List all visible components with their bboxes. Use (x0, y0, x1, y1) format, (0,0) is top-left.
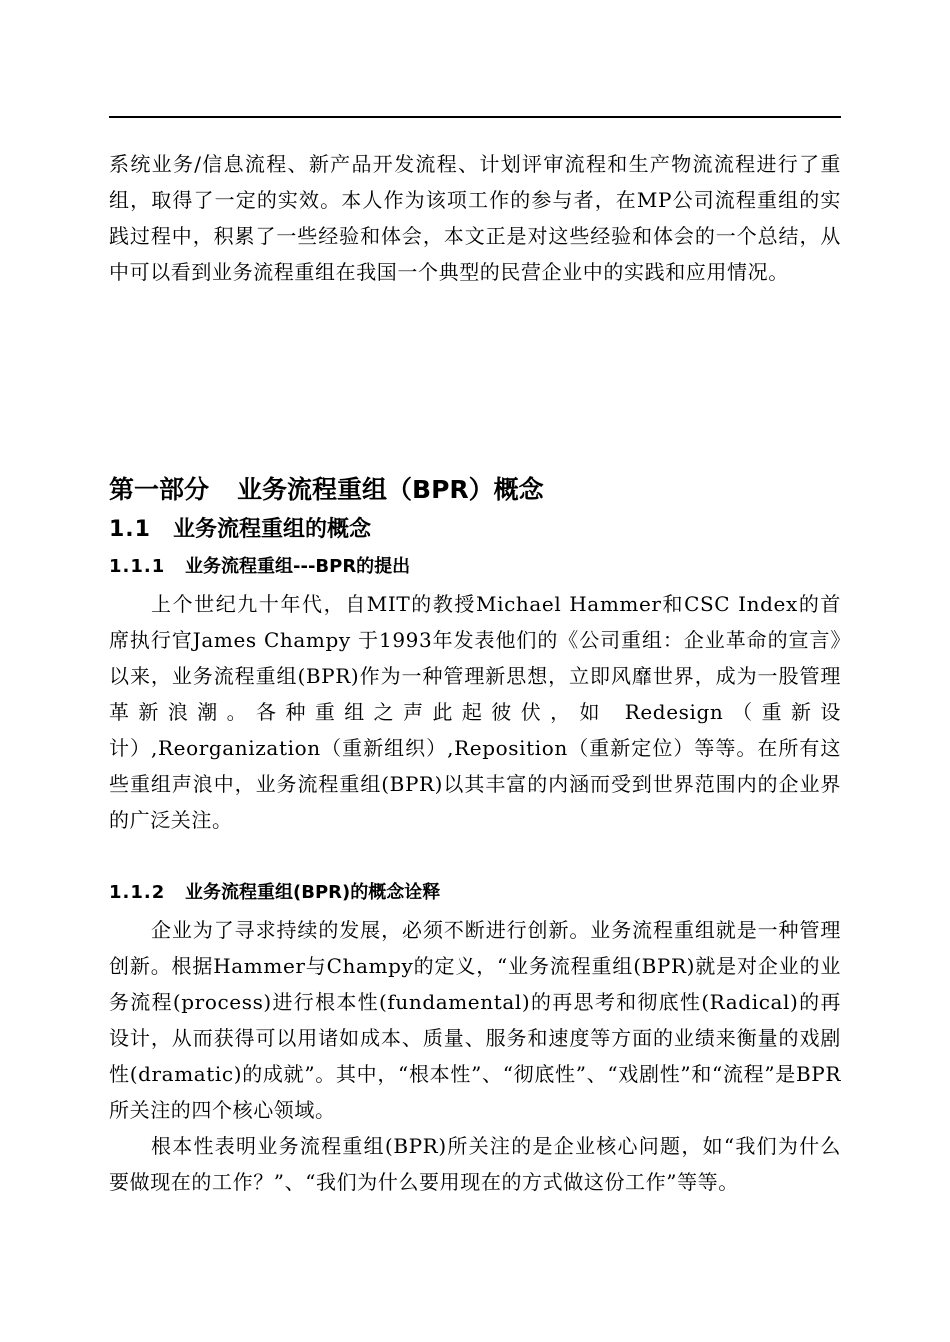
header-rule (109, 116, 841, 118)
section-number: 1.1 (109, 517, 151, 542)
part-label: 第一部分 (109, 475, 210, 504)
subsection-title: 业务流程重组---BPR的提出 (185, 556, 411, 577)
subsection-heading-1-1-1 (109, 552, 410, 582)
subsection-number: 1.1.1 (109, 556, 166, 577)
subsection-title: 业务流程重组(BPR)的概念诠释 (185, 882, 441, 903)
section-heading-1-1 (109, 513, 371, 547)
bpr-origin-paragraph: 上个世纪九十年代，自MIT的教授Michael Hammer和CSC Index的首席执行官James Champy 于1993年发表他们的《公司重组：企业革命的宣言》以来，业务流程重组(BPR)作为一种管理新思想，立即风靡世界，成为一股管理革新浪潮。各种重组之声此起彼伏，如 Redesign（重新设计）,Reorganization（重新组织）,Reposition（重新定位）等等。在所有这些重组声浪中，业务流程重组(BPR)以其丰富的内涵而受到世界范围内的企业界的广泛关注。 (109, 592, 841, 832)
subsection-heading-1-1-2 (109, 878, 440, 908)
part-heading (109, 472, 544, 508)
bpr-definition-paragraph: 企业为了寻求持续的发展，必须不断进行创新。业务流程重组就是一种管理创新。根据Hammer与Champy的定义，“业务流程重组(BPR)就是对企业的业务流程(process)进行根本性(fundamental)的再思考和彻底性(Radical)的再设计，从而获得可以用诸如成本、质量、服务和速度等方面的业绩来衡量的戏剧性(dramatic)的成就”。其中，“根本性”、“彻底性”、“戏剧性”和“流程”是BPR所关注的四个核心领域。 (109, 918, 841, 1122)
bpr-fundamental-paragraph: 根本性表明业务流程重组(BPR)所关注的是企业核心问题，如“我们为什么要做现在的工作？”、“我们为什么要用现在的方式做这份工作”等等。 (109, 1134, 841, 1194)
intro-paragraph: 系统业务/信息流程、新产品开发流程、计划评审流程和生产物流流程进行了重组，取得了一定的实效。本人作为该项工作的参与者，在MP公司流程重组的实践过程中，积累了一些经验和体会，本文正是对这些经验和体会的一个总结，从中可以看到业务流程重组在我国一个典型的民营企业中的实践和应用情况。 (109, 152, 841, 284)
part-title: 业务流程重组（BPR）概念 (237, 475, 544, 504)
subsection-number: 1.1.2 (109, 882, 166, 903)
section-title: 业务流程重组的概念 (173, 517, 372, 542)
